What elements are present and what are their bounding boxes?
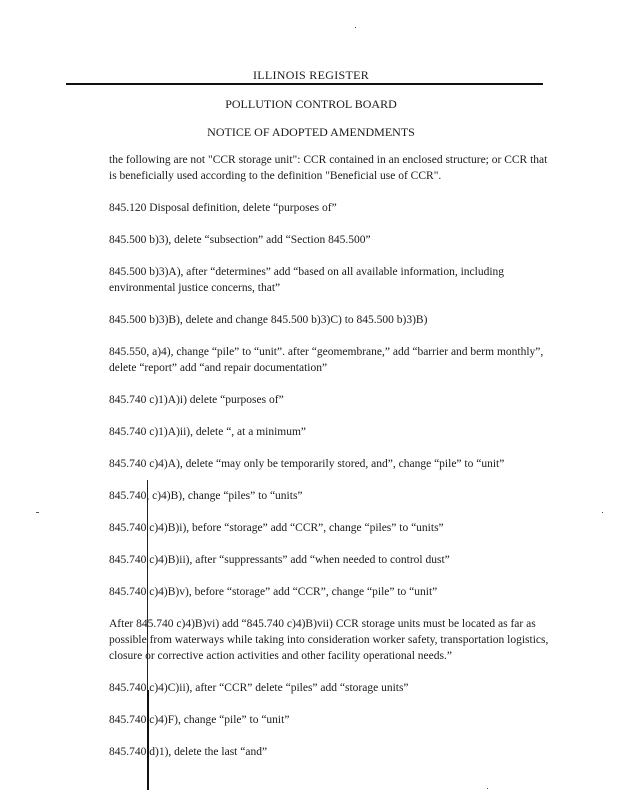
- paragraph: 845.500 b)3)B), delete and change 845.500 b)3)C) to 845.500 b)3)B): [109, 314, 428, 326]
- paragraph: 845.740 c)4)B)v), before “storage” add “CCR”, change “pile” to “unit”: [109, 586, 438, 598]
- scan-speck: [487, 788, 488, 789]
- paragraph: 845.740 c)4)A), delete “may only be temporarily stored, and”, change “pile” to “unit”: [109, 458, 505, 470]
- paragraph: 845.550, a)4), change “pile” to “unit”. after “geomembrane,” add “barrier and berm monthly”, delete “report” add “and repair documentation”: [109, 346, 544, 374]
- paragraph: 845.500 b)3), delete “subsection” add “Section 845.500”: [109, 234, 371, 246]
- amendments-body: [109, 152, 549, 776]
- paragraph: 845.500 b)3)A), after “determines” add “based on all available information, including environmental justice concerns, that”: [109, 266, 505, 294]
- board-title: POLLUTION CONTROL BOARD: [225, 97, 397, 111]
- paragraph: After 845.740 c)4)B)vi) add “845.740 c)4)B)vii) CCR storage units must be located as far as possible from waterways while taking into consideration worker safety, transportation logistics, closure or corrective action activities and other facility operational needs.”: [109, 618, 549, 662]
- paragraph: 845.740 c)4)F), change “pile” to “unit”: [109, 714, 290, 726]
- scan-speck: [602, 512, 603, 513]
- paragraph: 845.740, c)4)B), change “piles” to “units”: [109, 490, 303, 502]
- paragraph: 845.740 d)1), delete the last “and”: [109, 746, 268, 758]
- paragraph: 845.740 c)4)B)i), before “storage” add “CCR”, change “piles” to “units”: [109, 522, 444, 534]
- paragraph: the following are not "CCR storage unit": CCR contained in an enclosed structure; or CCR that is beneficially used according to the definition "Beneficial use of CCR".: [109, 154, 548, 182]
- scan-speck: [355, 27, 356, 28]
- paragraph: 845.740 c)4)C)ii), after “CCR” delete “piles” add “storage units”: [109, 682, 409, 694]
- header-rule: [66, 83, 543, 85]
- notice-title: NOTICE OF ADOPTED AMENDMENTS: [207, 125, 415, 139]
- paragraph: 845.740 c)4)B)ii), after “suppressants” add “when needed to control dust”: [109, 554, 450, 566]
- paragraph: 845.120 Disposal definition, delete “purposes of”: [109, 202, 337, 214]
- margin-mark: [36, 512, 39, 513]
- scan-artifact-line-bold: [147, 690, 149, 790]
- register-title: ILLINOIS REGISTER: [252, 68, 370, 82]
- paragraph: 845.740 c)1)A)i) delete “purposes of”: [109, 394, 284, 406]
- paragraph: 845.740 c)1)A)ii), delete “, at a minimum”: [109, 426, 307, 438]
